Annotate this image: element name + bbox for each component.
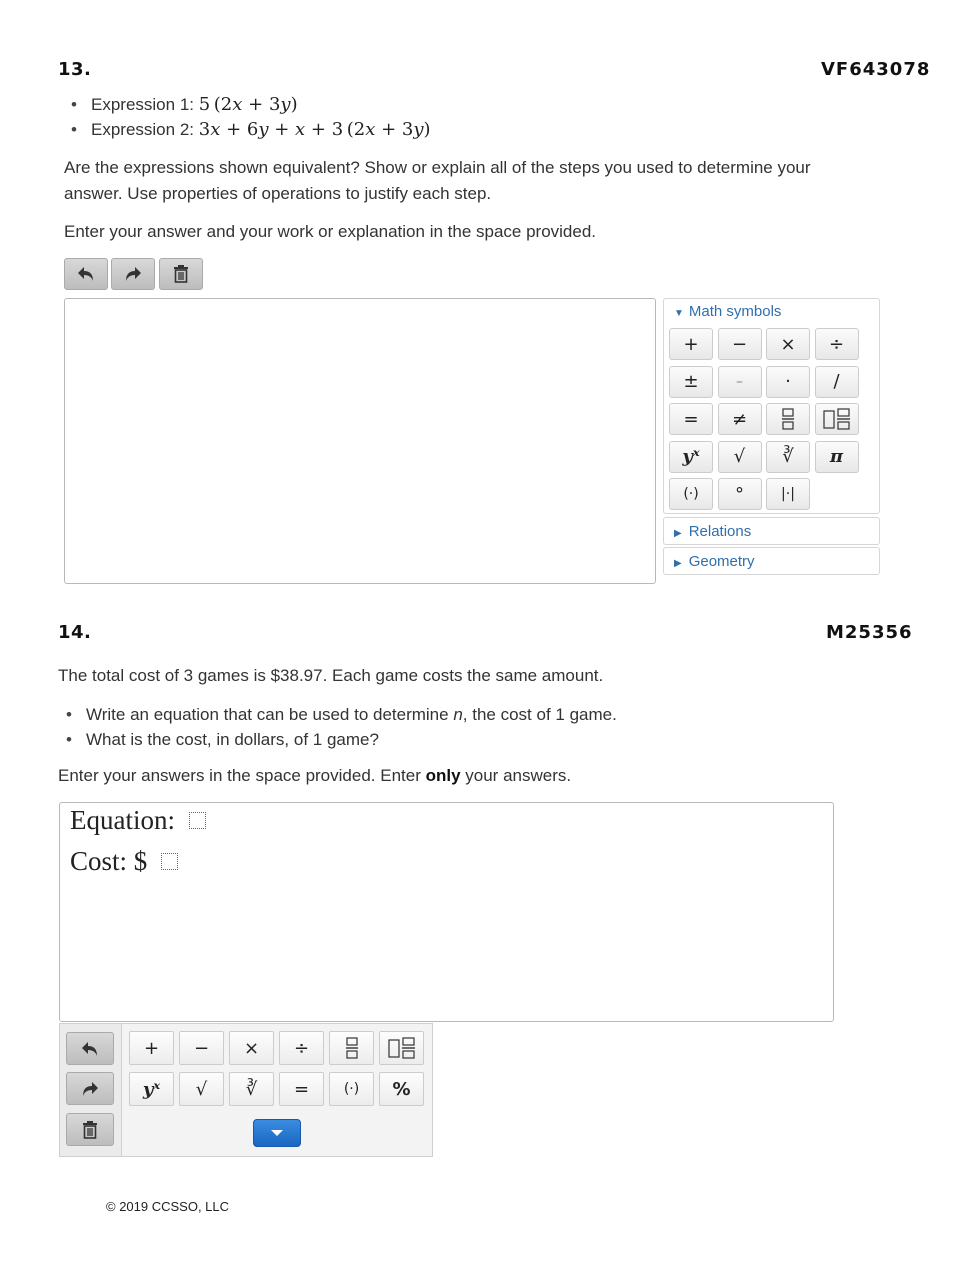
kb-times-key[interactable]: ×	[229, 1031, 274, 1065]
keyboard-redo-button[interactable]	[66, 1072, 114, 1105]
task-1-text-end: , the cost of 1 game.	[462, 705, 617, 724]
q14-task-2	[58, 727, 617, 752]
math-symbols-label: Math symbols	[688, 303, 782, 320]
math-symbols-header[interactable]	[674, 303, 781, 320]
caret-right-icon: ▶	[674, 558, 682, 569]
q13-instruction: Enter your answer and your work or explanation in the space provided.	[64, 222, 597, 241]
question-14-number: 14.	[58, 622, 92, 643]
chevron-down-icon	[270, 1129, 284, 1137]
equation-keyboard	[59, 1023, 433, 1157]
relations-section[interactable]	[663, 517, 880, 545]
kb-minus-key[interactable]: −	[179, 1031, 224, 1065]
q14-prompt: The total cost of 3 games is $38.97. Each game costs the same amount.	[58, 666, 604, 685]
equation-row	[70, 805, 206, 836]
relations-label: Relations	[688, 523, 752, 540]
mixed-number-key[interactable]	[815, 403, 859, 435]
task-2-text: What is the cost, in dollars, of 1 game?	[86, 730, 379, 749]
delete-button[interactable]	[159, 258, 203, 290]
kb-mixed-number-key[interactable]	[379, 1031, 424, 1065]
redo-icon	[123, 265, 143, 283]
q13-answer-textarea[interactable]	[64, 298, 656, 584]
expression-2-math: 3x + 6y + x + 3 (2x + 3y)	[198, 119, 431, 140]
caret-down-icon: ▼	[674, 308, 684, 319]
cube-root-key[interactable]: ∛	[766, 441, 810, 473]
question-13-number: 13.	[58, 59, 92, 80]
q14-answer-area	[59, 802, 834, 1022]
expand-keyboard-button[interactable]	[253, 1119, 301, 1147]
undo-icon	[76, 265, 96, 283]
sqrt-key[interactable]: √	[718, 441, 762, 473]
question-14-id: M25356	[826, 622, 913, 643]
dot-key[interactable]: ·	[766, 366, 810, 398]
q14-task-list	[58, 702, 617, 752]
expression-2-label: Expression 2:	[91, 120, 199, 139]
not-equal-key[interactable]: ≠	[718, 403, 762, 435]
plus-key[interactable]: +	[669, 328, 713, 360]
redo-button[interactable]	[111, 258, 155, 290]
kb-percent-key[interactable]: %	[379, 1072, 424, 1106]
equation-label: Equation:	[70, 805, 175, 835]
undo-icon	[80, 1040, 100, 1058]
task-1-text: Write an equation that can be used to determine	[86, 705, 454, 724]
undo-button[interactable]	[64, 258, 108, 290]
instruction-bold: only	[425, 766, 461, 785]
fraction-icon	[781, 408, 795, 430]
math-symbols-grid	[669, 328, 859, 510]
mixed-number-icon	[388, 1037, 416, 1059]
kb-power-key[interactable]: yˣ	[129, 1072, 174, 1106]
kb-fraction-key[interactable]	[329, 1031, 374, 1065]
kb-plus-key[interactable]: +	[129, 1031, 174, 1065]
pi-key[interactable]: π	[815, 441, 859, 473]
expression-1-math: 5 (2x + 3y)	[198, 94, 298, 115]
degree-key[interactable]: °	[718, 478, 762, 510]
q13-expression-list	[63, 92, 431, 142]
geometry-section[interactable]	[663, 547, 880, 575]
equals-key[interactable]: =	[669, 403, 713, 435]
caret-right-icon: ▶	[674, 528, 682, 539]
kb-equals-key[interactable]: =	[279, 1072, 324, 1106]
expression-1	[63, 92, 431, 117]
fraction-icon	[345, 1037, 359, 1059]
minus-key[interactable]: −	[718, 328, 762, 360]
redo-icon	[80, 1080, 100, 1098]
geometry-label: Geometry	[688, 553, 755, 570]
copyright-footer: © 2019 CCSSO, LLC	[106, 1199, 230, 1214]
trash-icon	[172, 264, 190, 284]
math-symbols-palette	[663, 298, 880, 514]
cost-input[interactable]	[161, 853, 178, 870]
equation-input[interactable]	[189, 812, 206, 829]
keyboard-keys	[129, 1031, 424, 1106]
trash-icon	[81, 1120, 99, 1140]
plus-minus-key[interactable]: ±	[669, 366, 713, 398]
divide-key[interactable]: ÷	[815, 328, 859, 360]
fraction-key[interactable]	[766, 403, 810, 435]
kb-divide-key[interactable]: ÷	[279, 1031, 324, 1065]
question-13-id: VF643078	[821, 59, 931, 80]
instruction-text: Enter your answers in the space provided. Enter	[58, 766, 426, 785]
expression-2	[63, 117, 431, 142]
times-key[interactable]: ×	[766, 328, 810, 360]
power-key[interactable]: yˣ	[669, 441, 713, 473]
kb-cube-root-key[interactable]: ∛	[229, 1072, 274, 1106]
keyboard-delete-button[interactable]	[66, 1113, 114, 1146]
instruction-text-end: your answers.	[460, 766, 572, 785]
variable-n: n	[453, 705, 463, 724]
q13-prompt: Are the expressions shown equivalent? Show or explain all of the steps you used to determine your answer. Use properties of operations to justify each step.	[64, 158, 811, 203]
keyboard-side-toolbar	[60, 1024, 122, 1156]
parentheses-key[interactable]: (·)	[669, 478, 713, 510]
q14-instruction	[58, 763, 878, 789]
q14-task-1	[58, 702, 617, 727]
kb-sqrt-key[interactable]: √	[179, 1072, 224, 1106]
kb-parentheses-key[interactable]: (·)	[329, 1072, 374, 1106]
cost-label: Cost: $	[70, 846, 148, 876]
absolute-value-key[interactable]: |·|	[766, 478, 810, 510]
expression-1-label: Expression 1:	[91, 95, 199, 114]
slash-key[interactable]: /	[815, 366, 859, 398]
mixed-number-icon	[823, 408, 851, 430]
keyboard-undo-button[interactable]	[66, 1032, 114, 1065]
cost-row	[70, 846, 178, 877]
negative-key[interactable]: –	[718, 366, 762, 398]
